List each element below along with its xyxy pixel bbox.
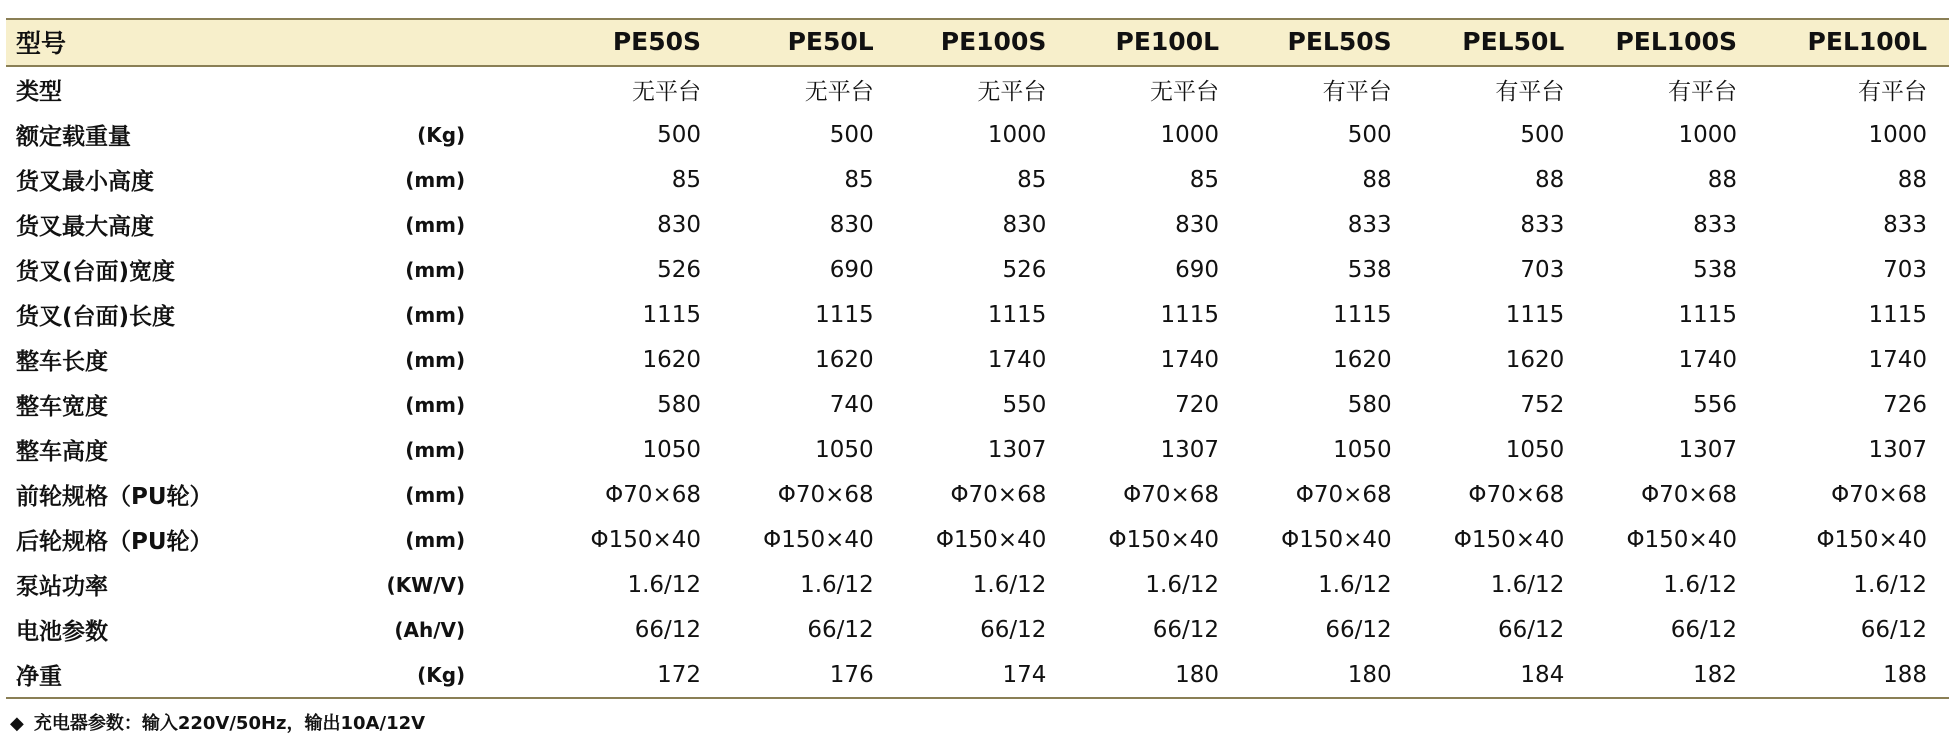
model-header: PEL100L [1759, 19, 1949, 66]
value-cell: 1.6/12 [1318, 571, 1392, 598]
value-cell: 174 [896, 652, 1069, 698]
value-cell: 752 [1520, 391, 1565, 418]
value-cell: 1115 [642, 301, 702, 328]
table-row [6, 202, 1949, 247]
value-cell: 1115 [1333, 301, 1392, 328]
spec-table-body [6, 19, 1949, 698]
row-unit: (mm) [405, 392, 466, 417]
value-cell: 740 [829, 391, 874, 418]
value-cell: 538 [1347, 256, 1392, 283]
value-cell: 1.6/12 [972, 571, 1047, 598]
value-cell: Φ70×68 [1831, 481, 1927, 508]
value-cell: 1740 [987, 346, 1047, 373]
value-cell: 580 [1347, 391, 1392, 418]
value-cell: 88 [1535, 166, 1565, 193]
value-cell: 1.6/12 [627, 571, 702, 598]
value-cell: 188 [1759, 652, 1949, 698]
value-cell: 1115 [1160, 301, 1220, 328]
model-header: PEL50L [1414, 19, 1587, 66]
spec-table [6, 18, 1949, 699]
value-cell: 1620 [642, 346, 702, 373]
value-cell: 1115 [987, 301, 1047, 328]
value-cell: 66/12 [1670, 616, 1737, 643]
value-cell: 66/12 [807, 616, 874, 643]
row-label: 货叉最大高度 [16, 214, 154, 240]
charger-footnote [10, 709, 425, 735]
footnote-text: 充电器参数：输入220V/50Hz，输出10A/12V [33, 713, 426, 734]
value-cell: 690 [1175, 256, 1220, 283]
value-cell: 1115 [1868, 301, 1927, 328]
row-label: 泵站功率 [16, 574, 108, 600]
value-cell: Φ150×40 [590, 526, 702, 553]
value-cell: 1620 [1505, 346, 1565, 373]
value-cell: 有平台 [1667, 79, 1737, 105]
value-cell: 1.6/12 [800, 571, 874, 598]
table-row [6, 472, 1949, 517]
value-cell: 500 [657, 121, 702, 148]
value-cell: 1000 [1868, 121, 1927, 148]
value-cell: 180 [1241, 652, 1414, 698]
value-cell: 703 [1883, 256, 1927, 283]
value-cell: 1307 [1868, 436, 1927, 463]
value-cell: 182 [1586, 652, 1759, 698]
value-cell: 85 [844, 166, 874, 193]
value-cell: 88 [1362, 166, 1392, 193]
value-cell: Φ70×68 [777, 481, 874, 508]
value-cell: Φ70×68 [605, 481, 702, 508]
value-cell: 833 [1520, 211, 1565, 238]
value-cell: 无平台 [1150, 79, 1220, 105]
value-cell: Φ150×40 [935, 526, 1047, 553]
model-header: PEL100S [1586, 19, 1759, 66]
value-cell: Φ70×68 [950, 481, 1047, 508]
row-unit: (mm) [405, 302, 466, 327]
row-unit: (mm) [405, 167, 466, 192]
value-cell: 830 [657, 211, 702, 238]
value-cell: 726 [1883, 391, 1927, 418]
value-cell: 833 [1347, 211, 1392, 238]
row-label: 货叉最小高度 [16, 169, 154, 195]
value-cell: Φ70×68 [1123, 481, 1220, 508]
value-cell: 538 [1693, 256, 1737, 283]
value-cell: 1307 [987, 436, 1047, 463]
value-cell: 有平台 [1322, 79, 1392, 105]
value-cell: 66/12 [1498, 616, 1565, 643]
model-header-label: 型号 [6, 19, 339, 66]
value-cell: 85 [671, 166, 702, 193]
row-unit: (mm) [405, 527, 466, 552]
value-cell: 有平台 [1858, 79, 1927, 105]
value-cell: 1115 [815, 301, 874, 328]
value-cell: 66/12 [1152, 616, 1220, 643]
table-row [6, 157, 1949, 202]
value-cell: 830 [829, 211, 874, 238]
row-label: 整车长度 [16, 349, 108, 375]
row-label: 整车宽度 [16, 394, 108, 420]
table-row [6, 652, 1949, 698]
value-cell: Φ150×40 [1281, 526, 1392, 553]
model-header: PE100L [1068, 19, 1241, 66]
model-header: PE50L [723, 19, 896, 66]
value-cell: Φ70×68 [1295, 481, 1392, 508]
value-cell: 526 [1002, 256, 1047, 283]
row-label: 货叉(台面)宽度 [16, 259, 176, 285]
table-row [6, 112, 1949, 157]
value-cell: 1000 [1678, 121, 1737, 148]
value-cell: 1620 [815, 346, 874, 373]
value-cell: Φ150×40 [763, 526, 874, 553]
value-cell: 1115 [1678, 301, 1737, 328]
row-label: 整车高度 [16, 439, 108, 465]
value-cell: 830 [1175, 211, 1220, 238]
value-cell: 500 [829, 121, 874, 148]
value-cell: 720 [1175, 391, 1220, 418]
value-cell: 66/12 [634, 616, 702, 643]
diamond-bullet-icon: ◆ [10, 713, 24, 734]
row-unit: (mm) [405, 212, 466, 237]
value-cell: 1307 [1678, 436, 1737, 463]
value-cell: 88 [1707, 166, 1737, 193]
value-cell: 1740 [1160, 346, 1220, 373]
value-cell: 无平台 [804, 79, 874, 105]
value-cell: Φ70×68 [1468, 481, 1565, 508]
value-cell: 1620 [1333, 346, 1392, 373]
row-label: 前轮规格（PU轮） [16, 484, 213, 510]
unit-header-cell [339, 19, 471, 66]
value-cell: 580 [657, 391, 702, 418]
value-cell: 66/12 [980, 616, 1047, 643]
value-cell: 有平台 [1495, 79, 1565, 105]
table-row [6, 292, 1949, 337]
value-cell: 1.6/12 [1490, 571, 1565, 598]
row-unit: (Kg) [417, 122, 466, 147]
table-row [6, 607, 1949, 652]
value-cell: 1050 [1505, 436, 1565, 463]
value-cell: 500 [1347, 121, 1392, 148]
value-cell: Φ150×40 [1453, 526, 1565, 553]
row-unit: (mm) [405, 257, 466, 282]
value-cell: 690 [829, 256, 874, 283]
value-cell: 833 [1883, 211, 1927, 238]
value-cell: 180 [1068, 652, 1241, 698]
value-cell: 830 [1002, 211, 1047, 238]
row-label: 类型 [16, 79, 62, 105]
value-cell: 1000 [1160, 121, 1220, 148]
value-cell: 1.6/12 [1853, 571, 1927, 598]
value-cell: 703 [1520, 256, 1565, 283]
row-unit: (KW/V) [386, 572, 466, 597]
value-cell: 1050 [1333, 436, 1392, 463]
value-cell: 526 [657, 256, 702, 283]
table-row [6, 427, 1949, 472]
value-cell: 1050 [642, 436, 702, 463]
row-unit: (Kg) [339, 652, 471, 698]
row-label: 额定载重量 [16, 124, 131, 150]
value-cell: 66/12 [1860, 616, 1927, 643]
value-cell: 1050 [815, 436, 874, 463]
value-cell: 172 [471, 652, 723, 698]
value-cell: 1.6/12 [1145, 571, 1220, 598]
table-row [6, 66, 1949, 112]
table-row [6, 382, 1949, 427]
value-cell: 无平台 [632, 79, 702, 105]
value-cell: 1740 [1868, 346, 1927, 373]
row-unit: (mm) [405, 347, 466, 372]
row-unit [339, 66, 471, 112]
row-label: 电池参数 [16, 619, 108, 645]
value-cell: 66/12 [1325, 616, 1392, 643]
value-cell: 88 [1897, 166, 1927, 193]
value-cell: 184 [1414, 652, 1587, 698]
value-cell: 无平台 [977, 79, 1047, 105]
row-label: 后轮规格（PU轮） [16, 529, 213, 555]
row-label: 货叉(台面)长度 [16, 304, 176, 330]
value-cell: 1000 [987, 121, 1047, 148]
value-cell: 1115 [1505, 301, 1565, 328]
table-row [6, 247, 1949, 292]
value-cell: 1.6/12 [1663, 571, 1737, 598]
row-unit: (Ah/V) [394, 617, 466, 642]
value-cell: Φ150×40 [1108, 526, 1220, 553]
model-header: PEL50S [1241, 19, 1414, 66]
row-unit: (mm) [405, 482, 466, 507]
model-header: PE50S [471, 19, 723, 66]
value-cell: 176 [723, 652, 896, 698]
row-unit: (mm) [405, 437, 466, 462]
value-cell: 500 [1520, 121, 1565, 148]
value-cell: 556 [1693, 391, 1737, 418]
value-cell: 833 [1693, 211, 1737, 238]
value-cell: 550 [1002, 391, 1047, 418]
table-row [6, 517, 1949, 562]
table-row [6, 562, 1949, 607]
value-cell: Φ70×68 [1641, 481, 1737, 508]
value-cell: 1740 [1678, 346, 1737, 373]
value-cell: Φ150×40 [1626, 526, 1737, 553]
value-cell: 85 [1017, 166, 1047, 193]
header-row [6, 19, 1949, 66]
value-cell: 1307 [1160, 436, 1220, 463]
row-label: 净重 [6, 652, 339, 698]
value-cell: Φ150×40 [1816, 526, 1927, 553]
model-header: PE100S [896, 19, 1069, 66]
table-row [6, 337, 1949, 382]
value-cell: 85 [1189, 166, 1220, 193]
